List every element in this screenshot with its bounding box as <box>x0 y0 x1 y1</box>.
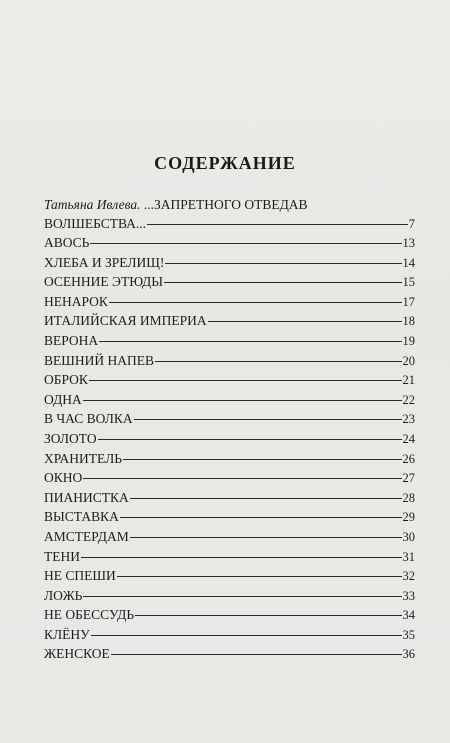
toc-entry <box>44 292 415 312</box>
toc-entry <box>44 370 415 390</box>
toc-entry-title: ХЛЕБА И ЗРЕЛИЩ! <box>44 254 165 270</box>
leader-line <box>83 400 402 401</box>
toc-entry <box>44 331 415 351</box>
toc-entry-page-number: 17 <box>402 294 415 309</box>
toc-entry <box>44 468 415 488</box>
leader-line <box>91 635 402 636</box>
toc-entry-page-number: 26 <box>402 451 415 466</box>
leader-line <box>134 419 402 420</box>
toc-entry <box>44 566 415 586</box>
leader-line <box>130 537 402 538</box>
toc-entry <box>44 488 415 508</box>
leader-line <box>83 596 401 597</box>
page-title: СОДЕРЖАНИЕ <box>154 153 296 173</box>
toc-entry <box>44 527 415 547</box>
toc-entry-page-number: 22 <box>402 392 415 407</box>
toc-entry <box>44 253 415 273</box>
toc-entry-title: ВЕРОНА <box>44 332 99 348</box>
leader-line <box>120 517 402 518</box>
toc-intro-line2 <box>44 214 415 233</box>
toc-entry-page-number: 14 <box>402 255 415 270</box>
toc-entry-title: АВОСЬ <box>44 235 90 250</box>
toc-entry-page-number: 28 <box>402 490 415 505</box>
leader-line <box>165 263 401 264</box>
toc-entry-title: ЛОЖЬ <box>44 587 83 603</box>
intro-author: Татьяна Ивлева. <box>44 197 141 212</box>
toc-entry <box>44 605 415 625</box>
toc-entry-page-number: 20 <box>402 353 415 368</box>
toc-entry-page-number: 21 <box>402 373 415 388</box>
toc-entries <box>44 233 415 664</box>
toc-entry <box>44 644 415 664</box>
toc-entry-title: ТЕНИ <box>44 548 80 564</box>
leader-line <box>208 321 402 322</box>
toc-entry-page-number: 19 <box>402 333 415 348</box>
leader-line <box>123 459 401 460</box>
toc-entry-title: ХРАНИТЕЛЬ <box>44 450 123 466</box>
toc-entry <box>44 507 415 527</box>
toc-entry-title: ЖЕНСКОЕ <box>44 646 110 662</box>
toc-entry-page-number: 33 <box>402 588 415 603</box>
leader-line <box>111 654 402 655</box>
toc-entry <box>44 351 415 371</box>
toc-entry-title: ПИАНИСТКА <box>44 489 129 505</box>
toc-entry-title: ОБРОК <box>44 372 88 388</box>
toc-entry <box>44 429 415 449</box>
toc-entry-page-number: 29 <box>402 510 415 525</box>
toc-entry-title: ЗОЛОТО <box>44 430 97 446</box>
leader-line <box>109 302 402 303</box>
leader-line <box>89 380 402 381</box>
toc-entry-page-number: 18 <box>402 314 415 329</box>
leader-line <box>81 557 402 558</box>
table-of-contents <box>44 196 415 664</box>
toc-entry-page-number: 27 <box>402 471 415 486</box>
toc-entry-page-number: 13 <box>402 236 415 250</box>
toc-entry <box>44 547 415 567</box>
toc-entry-page-number: 31 <box>402 549 415 564</box>
toc-entry-title: КЛЁНУ <box>44 626 90 642</box>
toc-entry-title: В ЧАС ВОЛКА <box>44 411 133 427</box>
toc-intro-line1 <box>44 196 415 214</box>
toc-entry-title: ОДНА <box>44 391 82 407</box>
leader-line <box>98 439 402 440</box>
toc-entry <box>44 390 415 410</box>
leader-line <box>155 361 402 362</box>
toc-entry-title: ОСЕННИЕ ЭТЮДЫ <box>44 274 164 290</box>
leader-line <box>164 282 401 283</box>
toc-entry <box>44 625 415 645</box>
intro-page-number: 7 <box>408 217 415 231</box>
toc-entry-page-number: 24 <box>402 431 415 446</box>
toc-entry <box>44 233 415 253</box>
leader-line <box>99 341 401 342</box>
leader-line <box>135 615 401 616</box>
intro-title-line1: ...ЗАПРЕТНОГО ОТВЕДАВ <box>143 197 308 212</box>
leader-line <box>117 576 402 577</box>
toc-entry-page-number: 36 <box>402 647 415 662</box>
toc-entry-page-number: 30 <box>402 529 415 544</box>
toc-entry-title: НЕ СПЕШИ <box>44 568 116 584</box>
leader-line <box>90 243 401 244</box>
toc-entry <box>44 409 415 429</box>
leader-line <box>83 478 401 479</box>
toc-entry-title: НЕ ОБЕССУДЬ <box>44 607 135 623</box>
toc-entry-page-number: 32 <box>402 569 415 584</box>
toc-entry <box>44 272 415 292</box>
toc-entry <box>44 311 415 331</box>
intro-title-line2: ВОЛШЕБСТВА... <box>44 216 147 231</box>
toc-entry-title: ВЫСТАВКА <box>44 509 119 525</box>
toc-entry-page-number: 23 <box>402 412 415 427</box>
toc-entry <box>44 449 415 469</box>
toc-entry <box>44 586 415 606</box>
toc-entry-title: НЕНАРОК <box>44 293 108 309</box>
toc-entry-title: ОКНО <box>44 470 83 486</box>
toc-entry-page-number: 34 <box>402 608 415 623</box>
toc-entry-title: АМСТЕРДАМ <box>44 528 129 544</box>
toc-entry-page-number: 15 <box>402 275 415 290</box>
toc-entry-title: ИТАЛИЙСКАЯ ИМПЕРИА <box>44 313 207 329</box>
toc-entry-page-number: 35 <box>402 627 415 642</box>
toc-entry-title: ВЕШНИЙ НАПЕВ <box>44 352 154 368</box>
leader-line <box>147 224 408 225</box>
leader-line <box>130 498 402 499</box>
